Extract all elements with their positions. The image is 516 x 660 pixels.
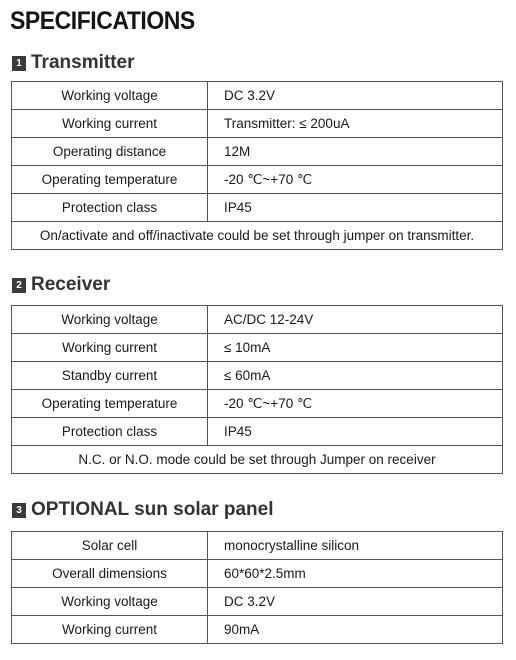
table-row: [12, 390, 503, 418]
spec-label: Protection class: [12, 418, 208, 446]
spec-value: ≤ 10mA: [208, 334, 503, 362]
spec-value: 90mA: [208, 616, 503, 644]
table-row: [12, 418, 503, 446]
spec-label: Standby current: [12, 362, 208, 390]
table-row: [12, 616, 503, 644]
table-row: [12, 362, 503, 390]
page-title: SPECIFICATIONS: [10, 7, 195, 35]
section-title: OPTIONAL sun solar panel: [31, 499, 274, 520]
table-row: [12, 110, 503, 138]
section-number-badge: 1: [12, 56, 26, 71]
spec-value: IP45: [208, 194, 503, 222]
spec-note: N.C. or N.O. mode could be set through Jumper on receiver: [12, 446, 503, 474]
spec-label: Working voltage: [12, 82, 208, 110]
spec-note: On/activate and off/inactivate could be set through jumper on transmitter.: [12, 222, 503, 250]
table-row: [12, 138, 503, 166]
section-title: Transmitter: [31, 52, 135, 73]
section-heading-receiver: [12, 274, 110, 296]
spec-label: Operating temperature: [12, 390, 208, 418]
spec-value: DC 3.2V: [208, 82, 503, 110]
spec-label: Working voltage: [12, 306, 208, 334]
spec-value: IP45: [208, 418, 503, 446]
spec-label: Protection class: [12, 194, 208, 222]
receiver-spec-table: [11, 305, 503, 474]
spec-value: ≤ 60mA: [208, 362, 503, 390]
spec-value: 12M: [208, 138, 503, 166]
table-row: [12, 222, 503, 250]
spec-label: Working current: [12, 110, 208, 138]
table-row: [12, 532, 503, 560]
spec-value: DC 3.2V: [208, 588, 503, 616]
section-heading-transmitter: [12, 52, 134, 74]
spec-value: monocrystalline silicon: [208, 532, 503, 560]
solar-panel-spec-table: [11, 531, 503, 644]
spec-label: Operating temperature: [12, 166, 208, 194]
spec-value: 60*60*2.5mm: [208, 560, 503, 588]
section-title: Receiver: [31, 274, 111, 295]
section-heading-solar-panel: [12, 499, 273, 521]
table-row: [12, 166, 503, 194]
section-number-badge: 2: [12, 278, 26, 293]
table-row: [12, 560, 503, 588]
table-row: [12, 334, 503, 362]
spec-label: Overall dimensions: [12, 560, 208, 588]
spec-value: -20 ℃~+70 ℃: [208, 166, 503, 194]
spec-label: Operating distance: [12, 138, 208, 166]
spec-label: Solar cell: [12, 532, 208, 560]
spec-label: Working current: [12, 334, 208, 362]
spec-value: Transmitter: ≤ 200uA: [208, 110, 503, 138]
table-row: [12, 306, 503, 334]
spec-label: Working voltage: [12, 588, 208, 616]
spec-label: Working current: [12, 616, 208, 644]
section-number-badge: 3: [12, 503, 26, 518]
table-row: [12, 588, 503, 616]
table-row: [12, 194, 503, 222]
spec-value: AC/DC 12-24V: [208, 306, 503, 334]
table-row: [12, 446, 503, 474]
spec-value: -20 ℃~+70 ℃: [208, 390, 503, 418]
table-row: [12, 82, 503, 110]
transmitter-spec-table: [11, 81, 503, 250]
